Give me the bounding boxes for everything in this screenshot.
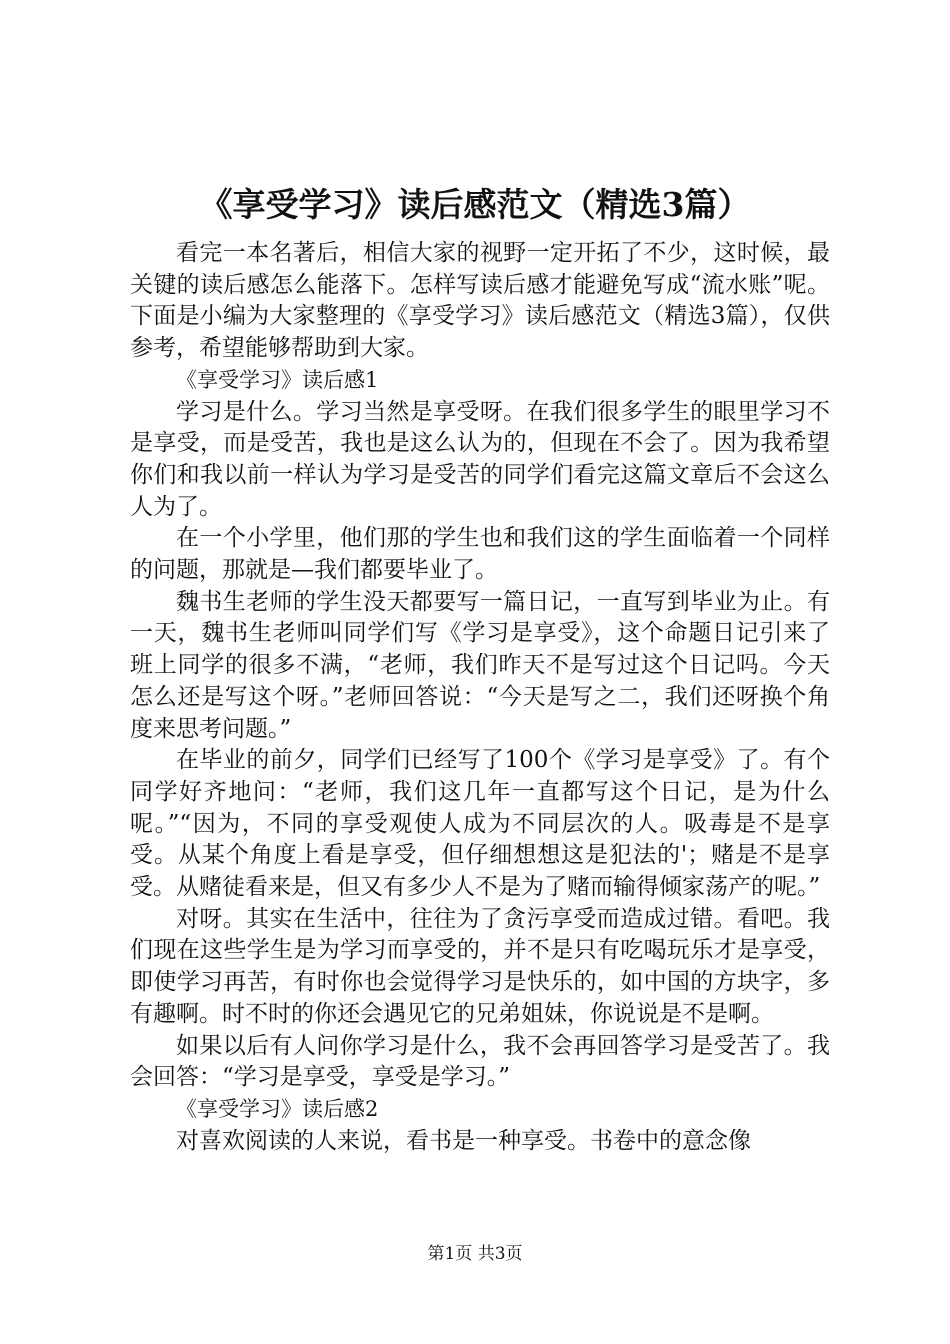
page-number-footer: 第1页 共3页 bbox=[427, 1244, 523, 1264]
body-paragraph: 对呀。其实在生活中，往往为了贪污享受而造成过错。看吧。我们现在这些学生是为学习而享受的，并不是只有吃喝玩乐才是享受，即使学习再苦，有时你也会觉得学习是快乐的，如中国的方块字，多有趣啊。时不时的你还会遇见它的兄弟姐妹，你说说是不是啊。 bbox=[130, 905, 830, 1027]
body-paragraph: 魏书生老师的学生没天都要写一篇日记，一直写到毕业为止。有一天，魏书生老师叫同学们写《学习是享受》，这个命题日记引来了班上同学的很多不满，“老师，我们昨天不是写过这个日记吗。今天怎么还是写这个呀。”老师回答说：“今天是写之二，我们还呀换个角度来思考问题。” bbox=[130, 588, 830, 742]
body-paragraph: 在毕业的前夕，同学们已经写了100个《学习是享受》了。有个同学好齐地问：“老师，我们这几年一直都写这个日记，是为什么呢。”“因为，不同的享受观使人成为不同层次的人。吸毒是不是享受。从某个角度上看是享受，但仔细想想这是犯法的'；赌是不是享受。从赌徒看来是，但又有多少人不是为了赌而输得倾家荡产的呢。” bbox=[130, 747, 830, 901]
intro-paragraph: 看完一本名著后，相信大家的视野一定开拓了不少，这时候，最关键的读后感怎么能落下。怎样写读后感才能避免写成“流水账”呢。下面是小编为大家整理的《享受学习》读后感范文（精选3篇），仅供参考，希望能够帮助到大家。 bbox=[130, 240, 830, 362]
section-heading-1: 《享受学习》读后感1 bbox=[176, 367, 379, 392]
document-body bbox=[130, 238, 830, 1157]
document-title: 《享受学习》读后感范文（精选3篇） bbox=[199, 185, 751, 224]
section-heading-2: 《享受学习》读后感2 bbox=[176, 1096, 379, 1121]
body-paragraph: 如果以后有人问你学习是什么，我不会再回答学习是受苦了。我会回答：“学习是享受，享受是学习。” bbox=[130, 1032, 830, 1091]
body-paragraph: 对喜欢阅读的人来说，看书是一种享受。书卷中的意念像 bbox=[176, 1127, 751, 1154]
body-paragraph: 学习是什么。学习当然是享受呀。在我们很多学生的眼里学习不是享受，而是受苦，我也是这么认为的，但现在不会了。因为我希望你们和我以前一样认为学习是受苦的同学们看完这篇文章后不会这么人为了。 bbox=[130, 398, 830, 520]
body-paragraph: 在一个小学里，他们那的学生也和我们这的学生面临着一个同样的问题，那就是—我们都要毕业了。 bbox=[130, 525, 830, 584]
